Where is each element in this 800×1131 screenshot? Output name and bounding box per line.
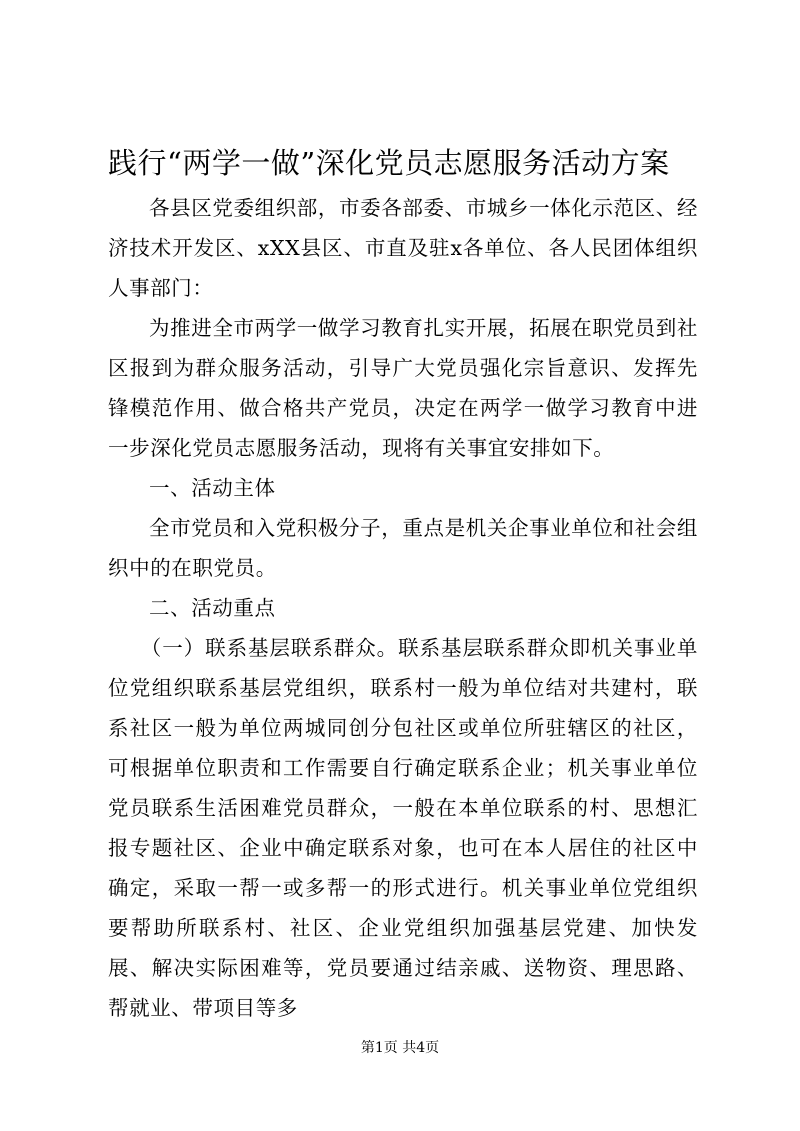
point-one-paragraph: （一）联系基层联系群众。联系基层联系群众即机关事业单位党组织联系基层党组织，联系村一般为单位结对共建村，联系社区一般为单位两城同创分包社区或单位所驻辖区的社区，可根据单位职责和工作需要自行确定联系企业；机关事业单位党员联系生活困难党员群众，一般在本单位联系的村、思想汇报专题社区、企业中确定联系对象，也可在本人居住的社区中确定，采取一帮一或多帮一的形式进行。机关事业单位党组织要帮助所联系村、社区、企业党组织加强基层党建、加快发展、解决实际困难等，党员要通过结亲戚、送物资、理思路、帮就业、带项目等多 [108,636,698,1020]
page-number-footer: 第1页 共4页 [360,1040,440,1056]
document-title: 践行“两学一做”深化党员志愿服务活动方案 [108,146,670,180]
subject-paragraph: 全市党员和入党积极分子，重点是机关企事业单位和社会组织中的在职党员。 [108,516,698,580]
section-heading-activity-subject: 一、活动主体 [149,476,276,500]
section-heading-activity-focus: 二、活动重点 [149,596,276,620]
document-body [108,188,698,1028]
intro-paragraph: 为推进全市两学一做学习教育扎实开展，拓展在职党员到社区报到为群众服务活动，引导广大党员强化宗旨意识、发挥先锋模范作用、做合格共产党员，决定在两学一做学习教育中进一步深化党员志愿服务活动，现将有关事宜安排如下。 [108,316,698,460]
salutation-paragraph: 各县区党委组织部，市委各部委、市城乡一体化示范区、经济技术开发区、xXX县区、市直及驻x各单位、各人民团体组织人事部门： [108,196,698,300]
